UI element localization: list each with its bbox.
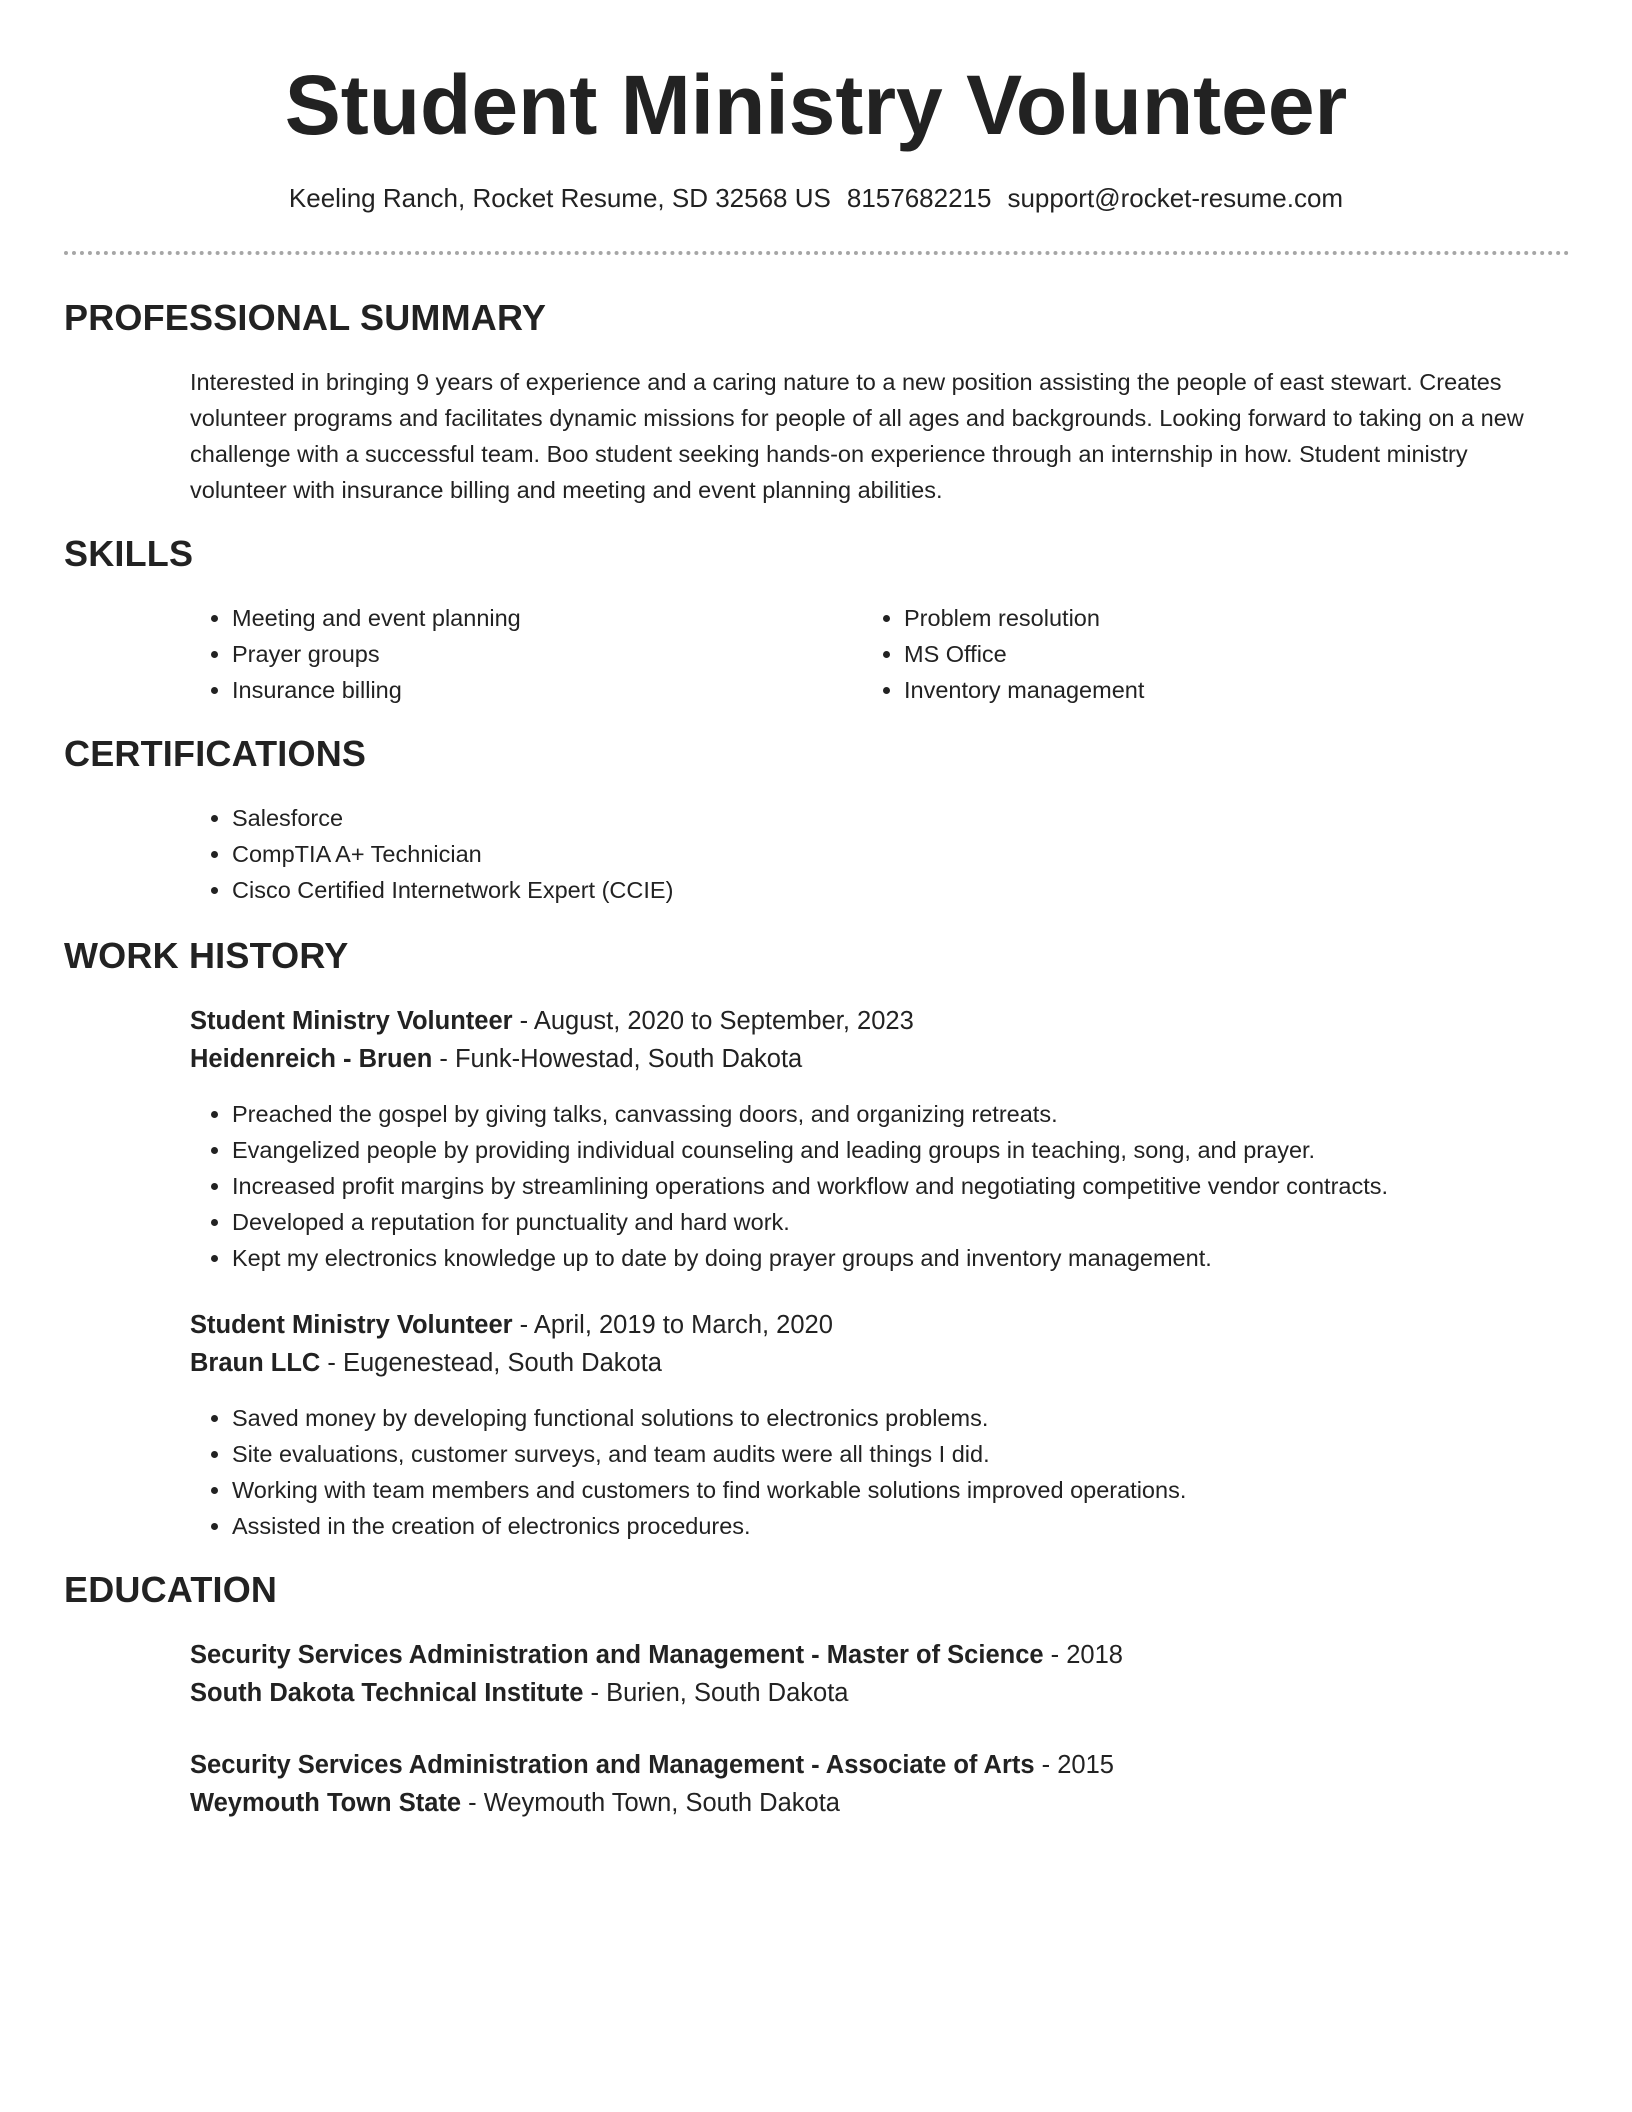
summary-heading: PROFESSIONAL SUMMARY	[64, 297, 547, 338]
certifications-list	[188, 800, 673, 908]
list-item: • Cisco Certified Internetwork Expert (CCIE)	[232, 872, 673, 908]
list-item: • Saved money by developing functional solutions to electronics problems.	[232, 1400, 1186, 1436]
list-item: • Meeting and event planning	[232, 600, 521, 636]
certifications-heading: CERTIFICATIONS	[64, 733, 367, 774]
school-name: South Dakota Technical Institute	[190, 1679, 584, 1707]
job-company: Heidenreich - Bruen	[190, 1045, 433, 1073]
degree-line	[190, 1636, 1123, 1674]
job-role: Student Ministry Volunteer	[190, 1007, 513, 1035]
degree-name: Security Services Administration and Management - Associate of Arts	[190, 1751, 1035, 1779]
job-company-line	[190, 1040, 802, 1078]
degree-name: Security Services Administration and Management - Master of Science	[190, 1641, 1044, 1669]
list-item: • CompTIA A+ Technician	[232, 836, 673, 872]
job-title-line	[190, 1306, 833, 1344]
summary-text: Interested in bringing 9 years of experience and a caring nature to a new position assisting the people of east stewart. Creates volunteer programs and facilitates dynamic missions for people of all ages and backgrounds. Looking forward to taking on a new challenge with a successful team. Boo student seeking hands-on experience through an internship in how. Student ministry volunteer with insurance billing and meeting and event planning abilities.	[190, 369, 1524, 503]
work-history-heading: WORK HISTORY	[64, 935, 349, 976]
list-item: • Working with team members and customers to find workable solutions improved operations.	[232, 1472, 1186, 1508]
list-item: • Insurance billing	[232, 672, 521, 708]
school-location: - Weymouth Town, South Dakota	[461, 1789, 840, 1817]
list-item: • Site evaluations, customer surveys, and team audits were all things I did.	[232, 1436, 1186, 1472]
school-line	[190, 1784, 840, 1822]
list-item: • MS Office	[904, 636, 1144, 672]
contact-phone: 8157682215	[846, 183, 992, 213]
list-item: • Assisted in the creation of electronics procedures.	[232, 1508, 1186, 1544]
skills-heading: SKILLS	[64, 533, 194, 574]
contact-address: Keeling Ranch, Rocket Resume, SD 32568 US	[288, 183, 831, 213]
list-item: • Salesforce	[232, 800, 673, 836]
list-item: • Inventory management	[904, 672, 1144, 708]
contact-email[interactable]: support@rocket-resume.com	[1007, 183, 1344, 213]
list-item: • Kept my electronics knowledge up to date by doing prayer groups and inventory management.	[232, 1240, 1388, 1276]
job-bullets	[188, 1400, 1186, 1544]
school-location: - Burien, South Dakota	[583, 1679, 849, 1707]
header-divider	[64, 251, 1570, 255]
school-name: Weymouth Town State	[190, 1789, 462, 1817]
degree-line	[190, 1746, 1114, 1784]
skills-list-left	[188, 600, 521, 708]
list-item: • Evangelized people by providing individual counseling and leading groups in teaching, song, and prayer.	[232, 1132, 1388, 1168]
job-role: Student Ministry Volunteer	[190, 1311, 513, 1339]
job-company: Braun LLC	[190, 1349, 321, 1377]
job-company-line	[190, 1344, 662, 1382]
job-bullets	[188, 1096, 1388, 1276]
skills-list-right	[860, 600, 1144, 708]
degree-year: - 2015	[1034, 1751, 1114, 1779]
job-dates: - August, 2020 to September, 2023	[512, 1007, 914, 1035]
degree-year: - 2018	[1043, 1641, 1123, 1669]
job-location: - Eugenestead, South Dakota	[320, 1349, 662, 1377]
list-item: • Preached the gospel by giving talks, canvassing doors, and organizing retreats.	[232, 1096, 1388, 1132]
list-item: • Problem resolution	[904, 600, 1144, 636]
resume-name: Student Ministry Volunteer	[284, 58, 1348, 152]
job-dates: - April, 2019 to March, 2020	[512, 1311, 833, 1339]
education-heading: EDUCATION	[64, 1569, 278, 1610]
list-item: • Prayer groups	[232, 636, 521, 672]
contact-line	[0, 180, 1632, 216]
list-item: • Increased profit margins by streamlining operations and workflow and negotiating competitive vendor contracts.	[232, 1168, 1388, 1204]
job-location: - Funk-Howestad, South Dakota	[432, 1045, 803, 1073]
school-line	[190, 1674, 848, 1712]
list-item: • Developed a reputation for punctuality and hard work.	[232, 1204, 1388, 1240]
job-title-line	[190, 1002, 914, 1040]
